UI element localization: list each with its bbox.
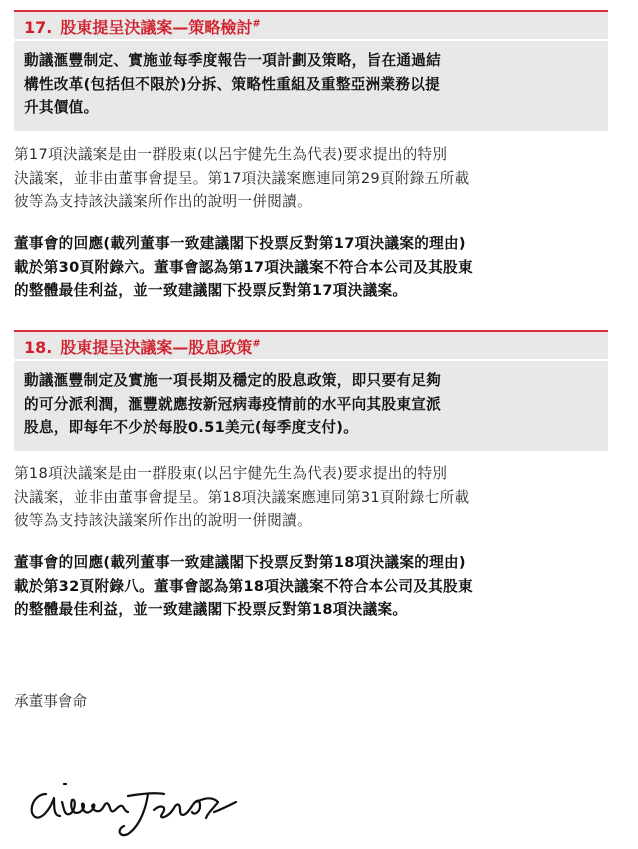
resolution-18-body-line: 動議滙豐制定及實施一項長期及穩定的股息政策，即只要有足夠 [24,372,442,389]
resolution-18-explanation [14,462,614,533]
resolution-17-response-line: 的整體最佳利益，並一致建議閣下投票反對第17項決議案。 [14,282,408,299]
resolution-18-explanation-line: 決議案，並非由董事會提呈。第18項決議案應連同第31頁附錄七所載 [14,488,470,506]
resolution-18-response-line: 的整體最佳利益，並一致建議閣下投票反對第18項決議案。 [14,601,408,618]
resolution-18-header [14,330,608,361]
resolution-18-body-line: 的可分派利潤，滙豐就應按新冠病毒疫情前的水平向其股東宣派 [24,395,442,413]
resolution-18-body-line: 股息，即每年不少於每股0.51美元(每季度支付)。 [24,419,359,436]
handwritten-signature [24,772,244,842]
resolution-17-response-line: 載於第30頁附錄六。董事會認為第17項決議案不符合本公司及其股東 [14,258,473,276]
resolution-17-title: 股東提呈決議案—策略檢討 [60,18,253,37]
resolution-18-title: 股東提呈決議案—股息政策 [60,338,253,357]
closing-text: 承董事會命 [14,693,87,710]
resolution-17-body-line: 動議滙豐制定、實施並每季度報告一項計劃及策略，旨在通過結 [24,52,442,69]
resolution-17-box [14,10,608,131]
resolution-17-mark: # [252,18,261,30]
resolution-18-board-response [14,551,614,622]
resolution-17-board-response [14,232,614,303]
resolution-17-explanation-line: 決議案，並非由董事會提呈。第17項決議案應連同第29頁附錄五所載 [14,169,470,187]
resolution-17-body [14,41,608,120]
resolution-17-explanation-line: 彼等為支持該決議案所作出的說明一併閱讀。 [14,193,312,210]
resolution-18-explanation-line: 彼等為支持該決議案所作出的說明一併閱讀。 [14,512,312,529]
resolution-18-explanation-line: 第18項決議案是由一群股東(以呂宇健先生為代表)要求提出的特別 [14,465,448,482]
resolution-18-box [14,330,608,451]
resolution-18-body [14,361,608,440]
resolution-18-response-line: 載於第32頁附錄八。董事會認為第18項決議案不符合本公司及其股東 [14,577,473,595]
resolution-18-number: 18. [24,338,53,357]
resolution-17-number: 17. [24,18,53,37]
resolution-17-body-line: 升其價值。 [24,99,99,116]
resolution-17-header [14,10,608,41]
resolution-17-explanation-line: 第17項決議案是由一群股東(以呂宇健先生為代表)要求提出的特別 [14,146,448,163]
resolution-17-explanation [14,143,614,214]
resolution-18-response-line: 董事會的回應(載列董事一致建議閣下投票反對第18項決議案的理由) [14,554,466,571]
resolution-18-mark: # [252,338,261,350]
resolution-17-body-line: 構性改革(包括但不限於)分拆、策略性重組及重整亞洲業務以提 [24,75,441,93]
resolution-17-response-line: 董事會的回應(載列董事一致建議閣下投票反對第17項決議案的理由) [14,235,466,252]
